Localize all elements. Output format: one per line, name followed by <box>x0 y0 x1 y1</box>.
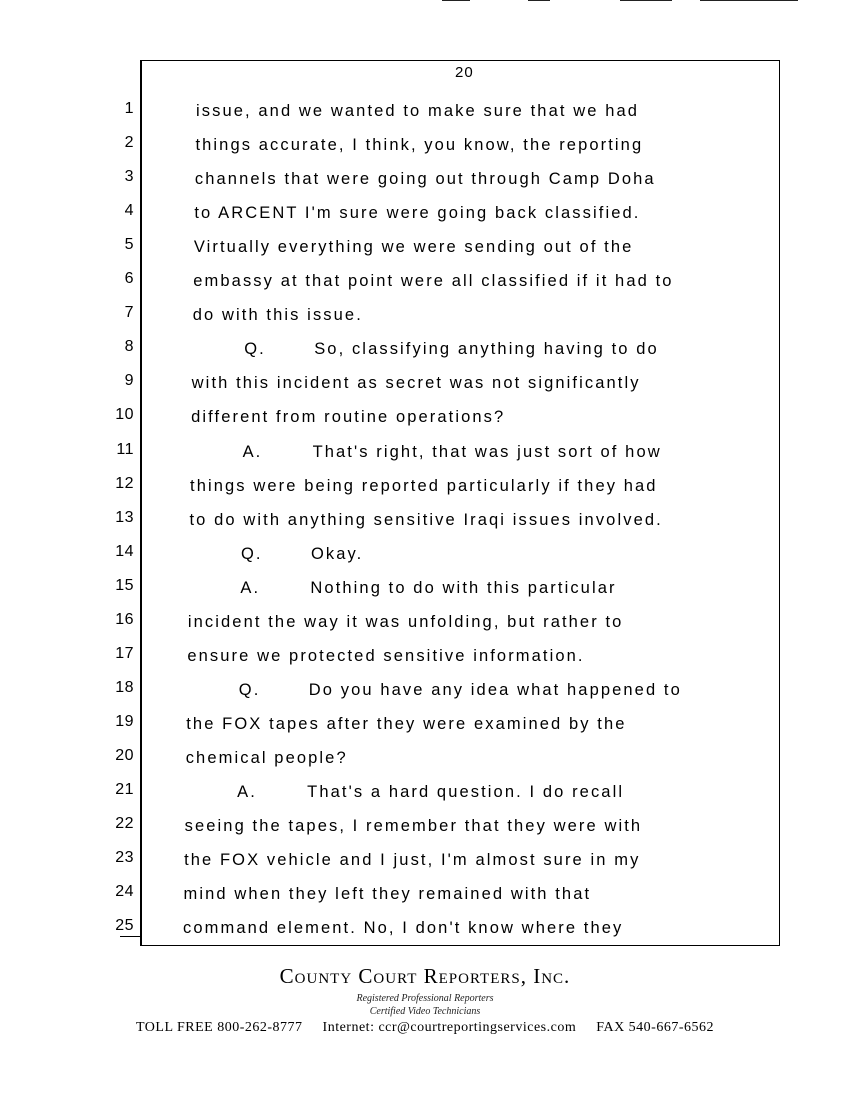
line-number: 22 <box>115 815 134 833</box>
line-number: 1 <box>124 100 134 117</box>
line-text: with this incident as secret was not significantly <box>191 374 641 393</box>
line-text: seeing the tapes, I remember that they were with <box>184 817 643 836</box>
transcript-line <box>184 885 592 904</box>
fax-number: FAX 540-667-6562 <box>596 1020 715 1035</box>
line-text: embassy at that point were all classified if it had to <box>193 272 674 291</box>
line-number: 5 <box>124 236 134 254</box>
line-number: 11 <box>116 440 134 458</box>
line-text: Nothing to do with this particular <box>310 578 617 597</box>
line-number: 24 <box>115 883 134 901</box>
transcript-line <box>190 511 663 530</box>
transcript-line <box>193 306 363 325</box>
transcript-line <box>190 477 658 496</box>
line-text: Virtually everything we were sending out of the <box>193 238 634 257</box>
firm-tagline: Registered Professional Reporters <box>356 993 494 1004</box>
transcript-line <box>188 613 624 632</box>
transcript-line <box>196 102 639 121</box>
transcript-frame <box>140 60 780 946</box>
line-text: That's right, that was just sort of how <box>312 442 662 461</box>
transcript-line <box>194 204 640 223</box>
line-text: different from routine operations? <box>191 408 506 427</box>
internet-address: Internet: ccr@courtreportingservices.com <box>322 1020 577 1035</box>
line-text: chemical people? <box>185 748 348 767</box>
contact-line <box>0 1020 850 1036</box>
frame-rule <box>120 936 142 937</box>
line-text: mind when they left they remained with that <box>183 885 592 904</box>
transcript-line <box>186 715 626 734</box>
line-number: 12 <box>115 474 134 492</box>
line-text: That's a hard question. I do recall <box>307 783 625 801</box>
line-text: Okay. <box>310 544 364 563</box>
line-text: to ARCENT I'm sure were going back classified. <box>194 204 641 223</box>
transcript-line <box>239 681 682 700</box>
line-number: 20 <box>115 746 134 764</box>
line-number: 6 <box>124 270 134 288</box>
speaker-label: Q. <box>240 544 263 563</box>
speaker-label: Q. <box>244 340 266 359</box>
line-text: Do you have any idea what happened to <box>308 680 682 699</box>
line-text: So, classifying anything having to do <box>314 340 659 359</box>
line-number: 3 <box>124 168 134 186</box>
transcript-line <box>240 579 616 598</box>
line-text: the FOX tapes after they were examined by the <box>186 714 627 733</box>
line-number: 16 <box>115 610 134 628</box>
line-text: command element. No, I don't know where they <box>183 919 624 938</box>
line-number: 4 <box>124 202 134 220</box>
transcript-line <box>186 749 348 768</box>
transcript-line <box>191 408 505 427</box>
line-number: 8 <box>124 338 134 356</box>
page-number: 20 <box>455 64 474 81</box>
transcript-line <box>243 443 662 462</box>
line-text: incident the way it was unfolding, but rather to <box>187 612 624 631</box>
line-text: ensure we protected sensitive information. <box>187 646 585 665</box>
line-number: 9 <box>124 372 134 390</box>
speaker-label: A. <box>240 578 261 597</box>
line-text: to do with anything sensitive Iraqi issues involved. <box>189 510 663 529</box>
line-text: issue, and we wanted to make sure that we had <box>196 102 640 120</box>
line-number: 19 <box>115 712 134 730</box>
transcript-line <box>195 136 643 155</box>
transcript-line <box>244 340 659 359</box>
firm-name: County Court Reporters, Inc. <box>279 964 571 988</box>
transcript-line <box>192 374 641 393</box>
transcript-line <box>193 272 673 291</box>
scan-mark <box>700 0 798 1</box>
line-text: things accurate, I think, you know, the reporting <box>195 136 644 155</box>
transcript-line <box>185 817 643 836</box>
transcript-line <box>184 851 640 870</box>
line-number: 7 <box>124 304 134 322</box>
transcript-line <box>183 919 623 938</box>
line-number: 17 <box>115 644 134 662</box>
line-number: 25 <box>115 917 134 935</box>
line-number: 14 <box>115 542 134 560</box>
line-number: 18 <box>115 678 134 696</box>
toll-free-number: TOLL FREE 800-262-8777 <box>135 1020 303 1035</box>
speaker-label: A. <box>237 783 257 801</box>
transcript-line <box>241 545 363 564</box>
line-number: 13 <box>115 508 134 526</box>
speaker-label: A. <box>242 442 263 461</box>
scan-mark <box>528 0 550 1</box>
scan-mark <box>620 0 672 1</box>
scan-mark <box>442 0 470 1</box>
line-number: 23 <box>115 849 134 867</box>
line-number: 2 <box>124 134 134 152</box>
line-text: do with this issue. <box>192 306 363 325</box>
transcript-line <box>187 647 584 666</box>
line-number: 10 <box>115 406 134 424</box>
transcript-line <box>237 783 624 802</box>
line-text: channels that were going out through Camp Doha <box>194 170 656 189</box>
line-number: 21 <box>115 781 134 798</box>
line-text: things were being reported particularly if they had <box>190 476 658 495</box>
transcript-line <box>194 238 634 257</box>
line-text: the FOX vehicle and I just, I'm almost sure in my <box>184 851 641 870</box>
transcript-line <box>195 170 656 189</box>
speaker-label: Q. <box>238 680 261 699</box>
firm-tagline: Certified Video Technicians <box>369 1006 481 1017</box>
line-number: 15 <box>115 576 134 594</box>
